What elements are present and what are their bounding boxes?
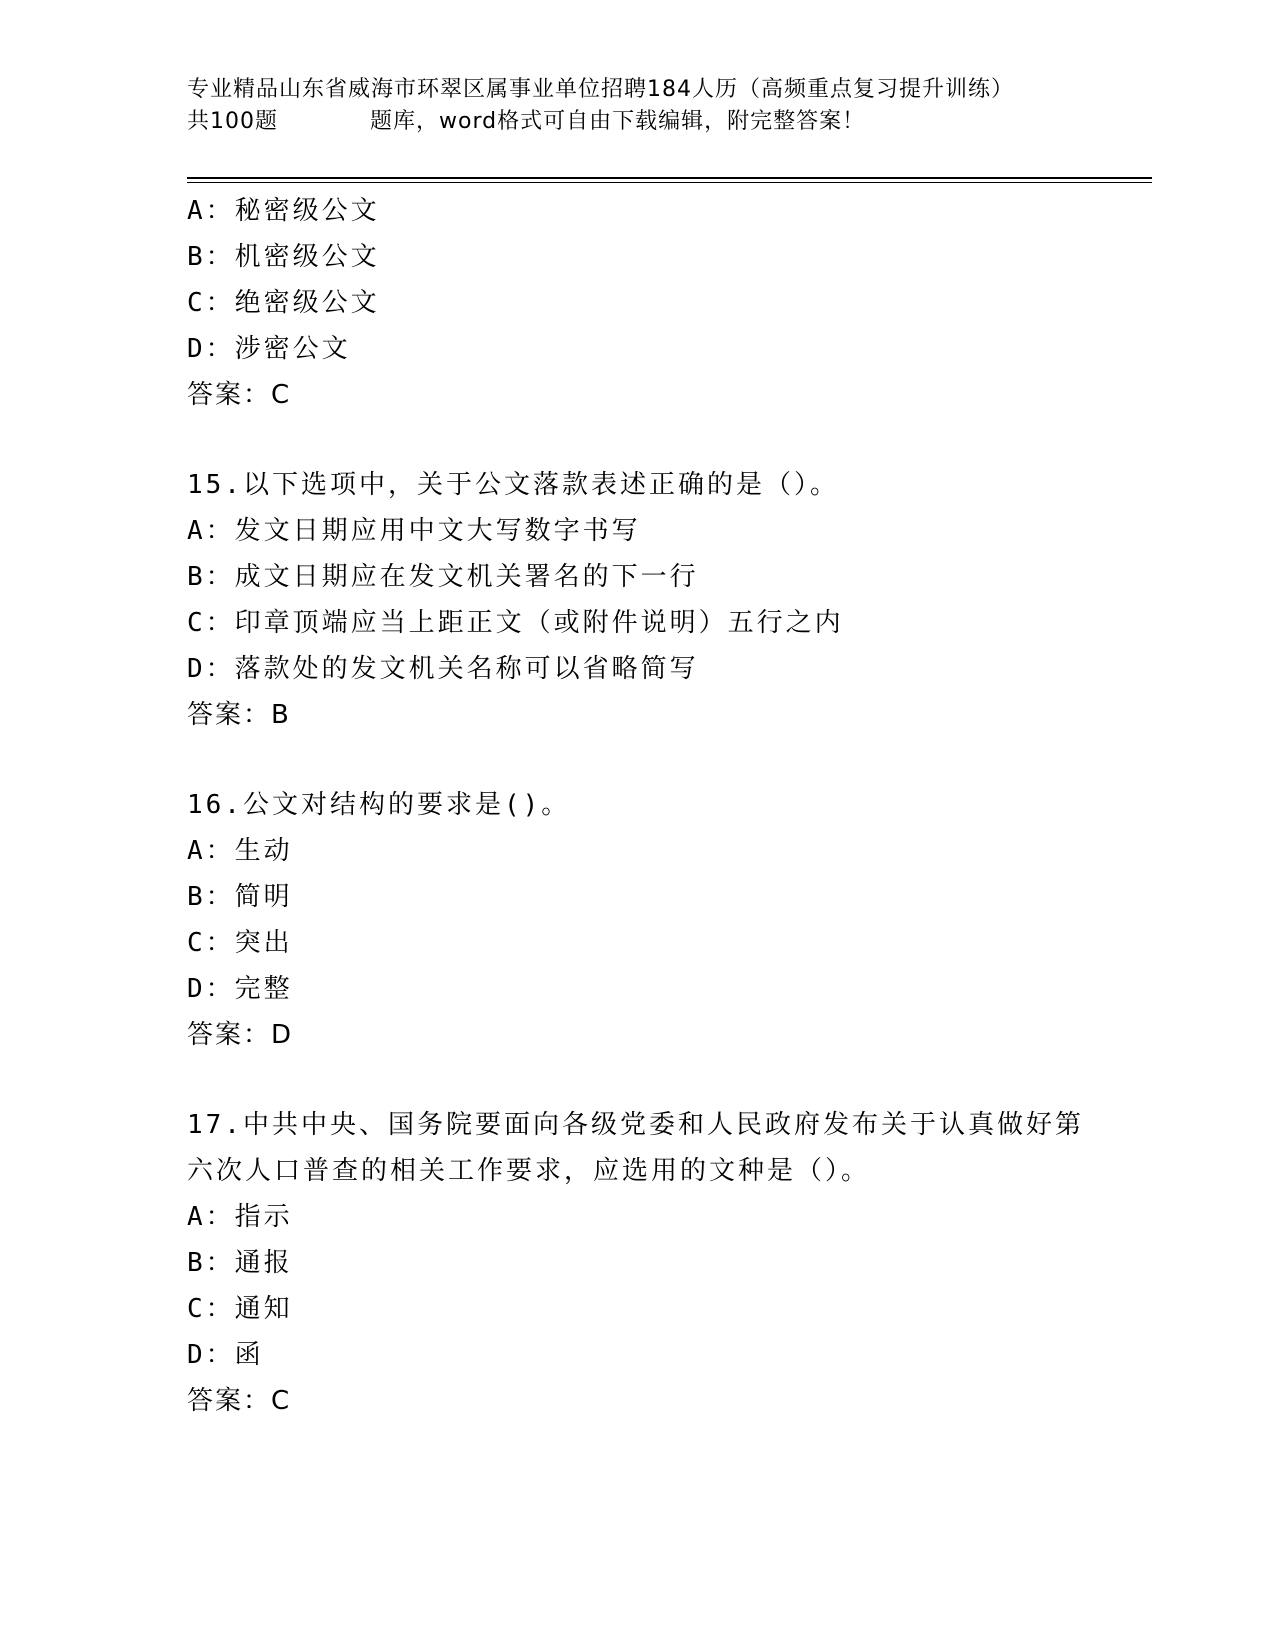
option-d: D：函: [187, 1340, 264, 1370]
header-divider-thick: [187, 177, 1152, 179]
header-title: 专业精品山东省威海市环翠区属事业单位招聘184人历（高频重点复习提升训练）: [187, 77, 1014, 102]
option-a: A：指示: [187, 1202, 293, 1232]
option-a: A：发文日期应用中文大写数字书写: [187, 516, 641, 546]
option-a: A：秘密级公文: [187, 196, 380, 226]
answer: 答案：C: [187, 1386, 292, 1416]
question-block-17: [187, 1102, 1087, 1424]
header-note: 题库，word格式可自由下载编辑，附完整答案！: [370, 109, 866, 134]
question-text: 16.公文对结构的要求是()。: [187, 790, 571, 820]
option-c: C：印章顶端应当上距正文（或附件说明）五行之内: [187, 608, 844, 638]
answer: 答案：D: [187, 1020, 294, 1050]
option-c: C：突出: [187, 928, 293, 958]
option-d: D：完整: [187, 974, 293, 1004]
question-block-15: [187, 462, 1087, 738]
option-b: B：成文日期应在发文机关署名的下一行: [187, 562, 699, 592]
question-block-14: [187, 188, 1087, 418]
option-b: B：机密级公文: [187, 242, 380, 272]
option-a: A：生动: [187, 836, 293, 866]
option-c: C：通知: [187, 1294, 293, 1324]
answer: 答案：C: [187, 380, 292, 410]
header-count: 共100题: [187, 109, 278, 134]
page-header: [187, 74, 1087, 138]
option-c: C：绝密级公文: [187, 288, 380, 318]
option-b: B：简明: [187, 882, 293, 912]
header-divider-thin: [187, 182, 1152, 183]
question-list: [187, 188, 1087, 1424]
option-b: B：通报: [187, 1248, 293, 1278]
answer: 答案：B: [187, 700, 291, 730]
option-d: D：涉密公文: [187, 334, 351, 364]
question-block-16: [187, 782, 1087, 1058]
header-subtitle: [187, 106, 1087, 138]
question-text: 17.中共中央、国务院要面向各级党委和人民政府发布关于认真做好第六次人口普查的相关工作要求，应选用的文种是（）。: [187, 1110, 1084, 1186]
option-d: D：落款处的发文机关名称可以省略简写: [187, 654, 699, 684]
question-text: 15.以下选项中，关于公文落款表述正确的是（）。: [187, 470, 839, 500]
